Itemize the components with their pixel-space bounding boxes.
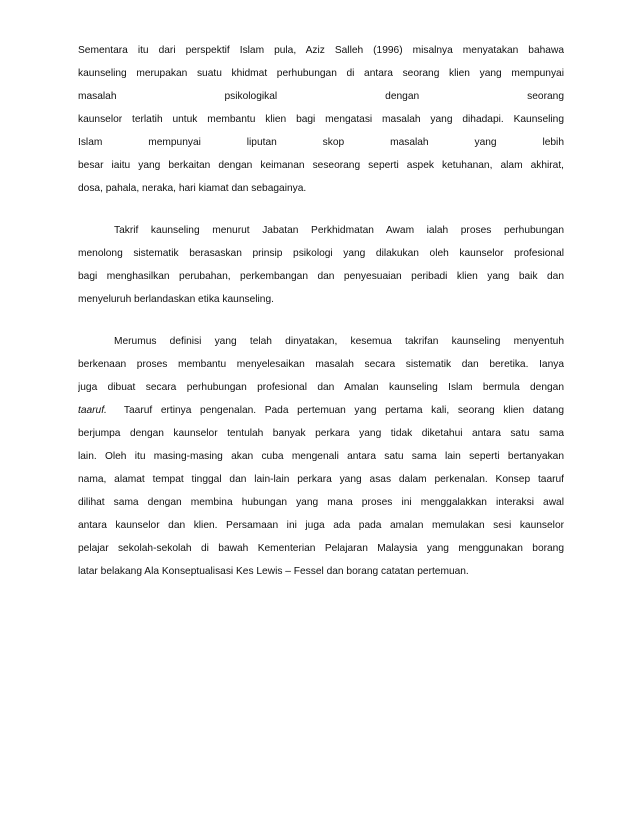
text-line: bagi menghasilkan perubahan, perkembangan dan penyesuaian peribadi klien yang baik dan — [78, 271, 564, 282]
text-line: pelajar sekolah-sekolah di bawah Kementerian Pelajaran Malaysia yang menggunakan borang — [78, 543, 564, 554]
paragraph-3 — [78, 330, 564, 583]
text-line: kaunseling merupakan suatu khidmat perhubungan di antara seorang klien yang mempunyai — [78, 68, 564, 79]
text-line-rest: Taaruf ertinya pengenalan. Pada pertemuan yang pertama kali, seorang klien datang — [123, 405, 564, 416]
text-line: berkenaan proses membantu menyelesaikan masalah secara sistematik dan beretika. Ianya — [78, 359, 564, 370]
document-page — [78, 39, 564, 602]
text-line: antara kaunselor dan klien. Persamaan ini juga ada pada amalan memulakan sesi kaunselor — [78, 520, 564, 531]
italic-term: taaruf. — [78, 405, 107, 416]
paragraph-1 — [78, 39, 564, 200]
text-line: Takrif kaunseling menurut Jabatan Perkhidmatan Awam ialah proses perhubungan — [114, 225, 564, 236]
text-line: menolong sistematik berasaskan prinsip psikologi yang dilakukan oleh kaunselor profesional — [78, 248, 564, 259]
text-line: nama, alamat tempat tinggal dan lain-lain perkara yang asas dalam perkenalan. Konsep taaruf — [78, 474, 564, 485]
text-line: besar iaitu yang berkaitan dengan keimanan seseorang seperti aspek ketuhanan, alam akhirat, — [78, 160, 564, 171]
text-line: dosa, pahala, neraka, hari kiamat dan sebagainya. — [78, 183, 307, 194]
text-line-with-italic — [78, 399, 564, 422]
text-line: Sementara itu dari perspektif Islam pula, Aziz Salleh (1996) misalnya menyatakan bahawa — [78, 45, 564, 56]
paragraph-2 — [78, 219, 564, 311]
text-line: Merumus definisi yang telah dinyatakan, kesemua takrifan kaunseling menyentuh — [114, 336, 564, 347]
text-line: menyeluruh berlandaskan etika kaunseling. — [78, 294, 274, 305]
text-line: lain. Oleh itu masing-masing akan cuba mengenali antara satu sama lain seperti bertanyakan — [78, 451, 564, 462]
text-line: kaunselor terlatih untuk membantu klien bagi mengatasi masalah yang dihadapi. Kaunseling — [78, 114, 564, 125]
text-line: juga dibuat secara perhubungan profesional dan Amalan kaunseling Islam bermula dengan — [78, 382, 564, 393]
text-line: berjumpa dengan kaunselor tentulah banyak perkara yang tidak diketahui antara satu sama — [78, 428, 564, 439]
text-line: masalah psikologikal dengan seorang — [78, 91, 564, 102]
text-line: Islam mempunyai liputan skop masalah yang lebih — [78, 137, 564, 148]
text-line: latar belakang Ala Konseptualisasi Kes Lewis – Fessel dan borang catatan pertemuan. — [78, 566, 469, 577]
text-line: dilihat sama dengan membina hubungan yang mana proses ini menggalakkan interaksi awal — [78, 497, 564, 508]
